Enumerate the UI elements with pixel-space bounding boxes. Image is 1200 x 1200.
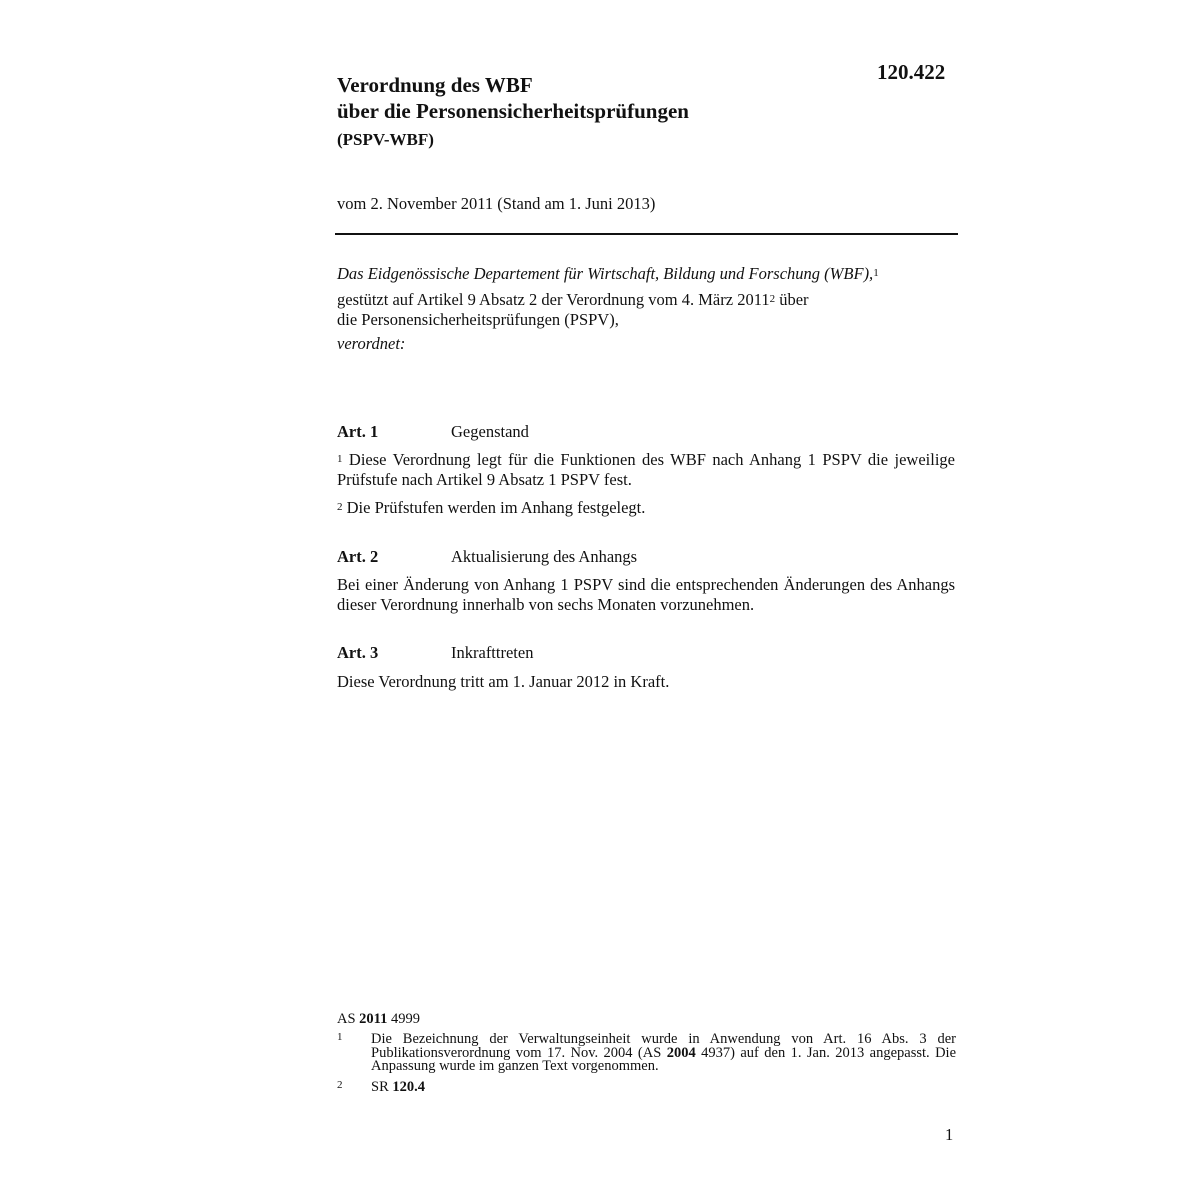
title-abbreviation: (PSPV-WBF)	[337, 130, 434, 149]
article-number: Art. 2	[337, 547, 379, 566]
footnote-ref-2[interactable]: 2	[769, 293, 776, 305]
article-1-paragraph-1	[337, 450, 955, 490]
document-title	[337, 72, 689, 124]
basis-text-part2: über	[775, 290, 809, 309]
footnote-text-part2: 4937) auf den 1. Jan. 2013 angepasst. Die Anpassung wurde im ganzen Text vorgenommen.	[371, 1044, 956, 1074]
as-year: 2011	[359, 1011, 388, 1027]
authority-text: Das Eidgenössische Departement für Wirtschaft, Bildung und Forschung (WBF),	[337, 264, 874, 283]
footnote-2	[337, 1081, 957, 1097]
sr-number: 120.422	[877, 60, 946, 84]
basis-text-part1: gestützt auf Artikel 9 Absatz 2 der Verordnung vom 4. März 2011	[337, 290, 770, 309]
article-1-heading	[337, 422, 529, 442]
title-line-2: über die Personensicherheitsprüfungen	[337, 99, 689, 123]
header-rule	[335, 233, 958, 235]
footnote-text-bold: 120.4	[392, 1079, 425, 1095]
article-3-heading	[337, 643, 533, 663]
article-title: Gegenstand	[451, 422, 529, 441]
footnote-number: 2	[337, 1079, 343, 1091]
title-line-1: Verordnung des WBF	[337, 73, 533, 97]
footnote-ref-1[interactable]: 1	[873, 267, 879, 279]
preamble-basis-line2: die Personensicherheitsprüfungen (PSPV),	[337, 310, 619, 329]
paragraph-text: Die Prüfstufen werden im Anhang festgelegt.	[342, 498, 646, 517]
footnote-text-bold: 2004	[666, 1044, 696, 1061]
footnote-number: 1	[337, 1031, 343, 1043]
preamble	[337, 264, 957, 354]
footnote-text	[371, 1033, 956, 1074]
footnote-1	[337, 1033, 957, 1079]
as-page: 4999	[387, 1011, 420, 1027]
preamble-decree: verordnet:	[337, 334, 406, 353]
article-title: Aktualisierung des Anhangs	[451, 547, 638, 566]
paragraph-text: Diese Verordnung legt für die Funktionen des WBF nach Anhang 1 PSPV die jeweilige Prüfstufe nach Artikel 9 Absatz 1 PSPV fest.	[337, 450, 955, 489]
article-number: Art. 3	[337, 643, 379, 662]
article-title: Inkrafttreten	[451, 643, 534, 662]
article-1-paragraph-2	[337, 498, 955, 518]
footnote-text	[371, 1081, 956, 1095]
footnote-text-part1: Die Bezeichnung der Verwaltungseinheit wurde in Anwendung von Art. 16 Abs. 3 der Publikationsverordnung vom 17. Nov. 2004 (AS	[371, 1031, 956, 1061]
article-number: Art. 1	[337, 422, 379, 441]
article-3-paragraph-1: Diese Verordnung tritt am 1. Januar 2012 in Kraft.	[337, 672, 670, 691]
as-prefix: AS	[337, 1011, 360, 1027]
article-2-paragraph-1: Bei einer Änderung von Anhang 1 PSPV sind die entsprechenden Änderungen des Anhangs dieser Verordnung innerhalb von sechs Monaten vorzunehmen.	[337, 575, 955, 614]
preamble-basis	[337, 290, 957, 310]
paragraph-number: 1	[337, 453, 343, 465]
official-collection-reference	[337, 1012, 420, 1026]
paragraph-number: 2	[337, 501, 343, 513]
preamble-authority	[337, 264, 957, 284]
footnote-text-part1: SR	[371, 1079, 393, 1095]
page-number: 1	[945, 1125, 954, 1144]
date-line: vom 2. November 2011 (Stand am 1. Juni 2013)	[337, 194, 656, 213]
article-2-heading	[337, 547, 637, 567]
